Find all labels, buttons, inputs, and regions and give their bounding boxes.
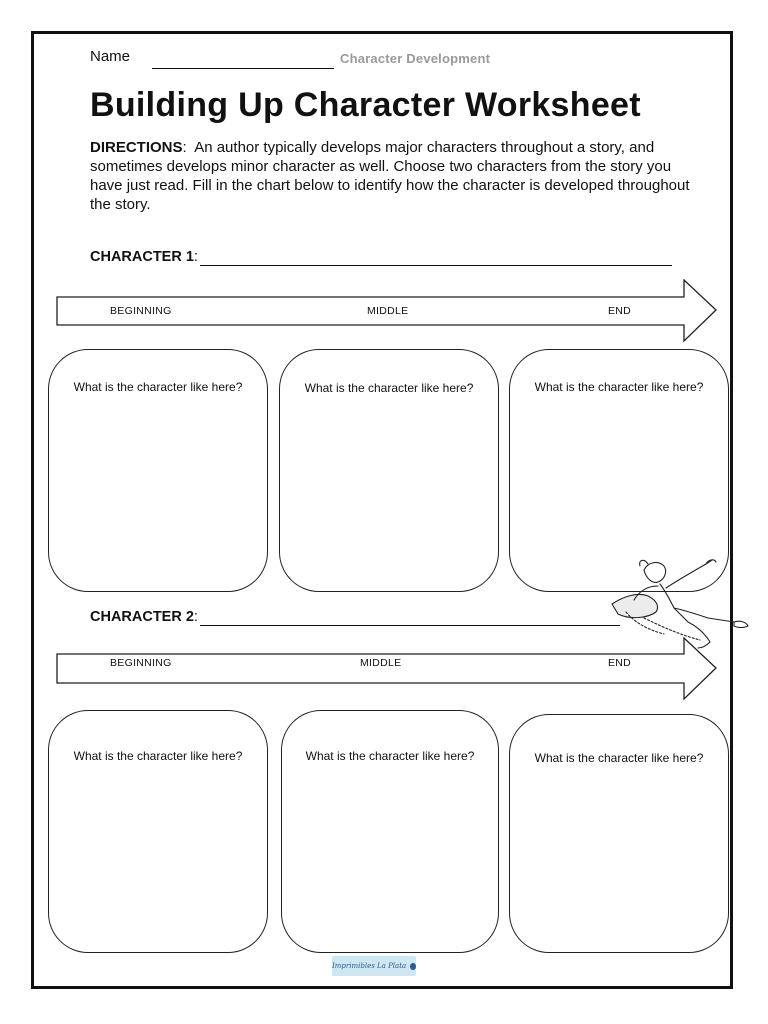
brand-logo-text: Imprimibles La Plata [332,962,407,970]
name-label: Name [90,48,131,65]
character-1-line[interactable] [200,265,672,266]
name-line[interactable] [152,68,334,69]
directions-text: An author typically develops major characters throughout a story, and sometimes develops minor character as well. Choose two characters from the story you have just read. Fill in the chart below to identify how the character is developed throughout the story. [90,139,690,213]
directions: DIRECTIONS: An author typically develops major characters throughout a story, and sometimes develops minor character as well. Choose two characters from the story you have just read. Fill in the chart below to identify how the character is developed throughout the story. [90,139,690,213]
answer-box-c1-beginning[interactable] [48,349,268,592]
box-prompt: What is the character like here? [304,381,474,395]
stage-beginning-2: BEGINNING [110,657,172,669]
answer-box-c2-end[interactable] [509,714,729,953]
directions-label: DIRECTIONS [90,139,183,156]
character-1-label: CHARACTER 1: [90,249,198,265]
box-prompt: What is the character like here? [73,380,243,394]
character-illustration [604,556,750,652]
stage-end-2: END [608,657,632,669]
stage-end-1: END [608,305,632,317]
instagram-icon [410,963,416,970]
brand-logo [332,956,416,976]
stage-middle-1: MIDDLE [367,305,409,317]
stage-beginning-1: BEGINNING [110,305,172,317]
answer-box-c1-middle[interactable] [279,349,499,592]
box-prompt: What is the character like here? [534,380,704,394]
answer-box-c2-middle[interactable] [281,710,499,953]
character-2-line[interactable] [200,625,620,626]
page-title: Building Up Character Worksheet [90,86,641,124]
box-prompt: What is the character like here? [305,749,475,763]
category-label: Character Development [340,51,491,66]
box-prompt: What is the character like here? [534,751,704,765]
answer-box-c2-beginning[interactable] [48,710,268,953]
character-2-label: CHARACTER 2: [90,609,198,625]
box-prompt: What is the character like here? [73,749,243,763]
stage-middle-2: MIDDLE [360,657,402,669]
